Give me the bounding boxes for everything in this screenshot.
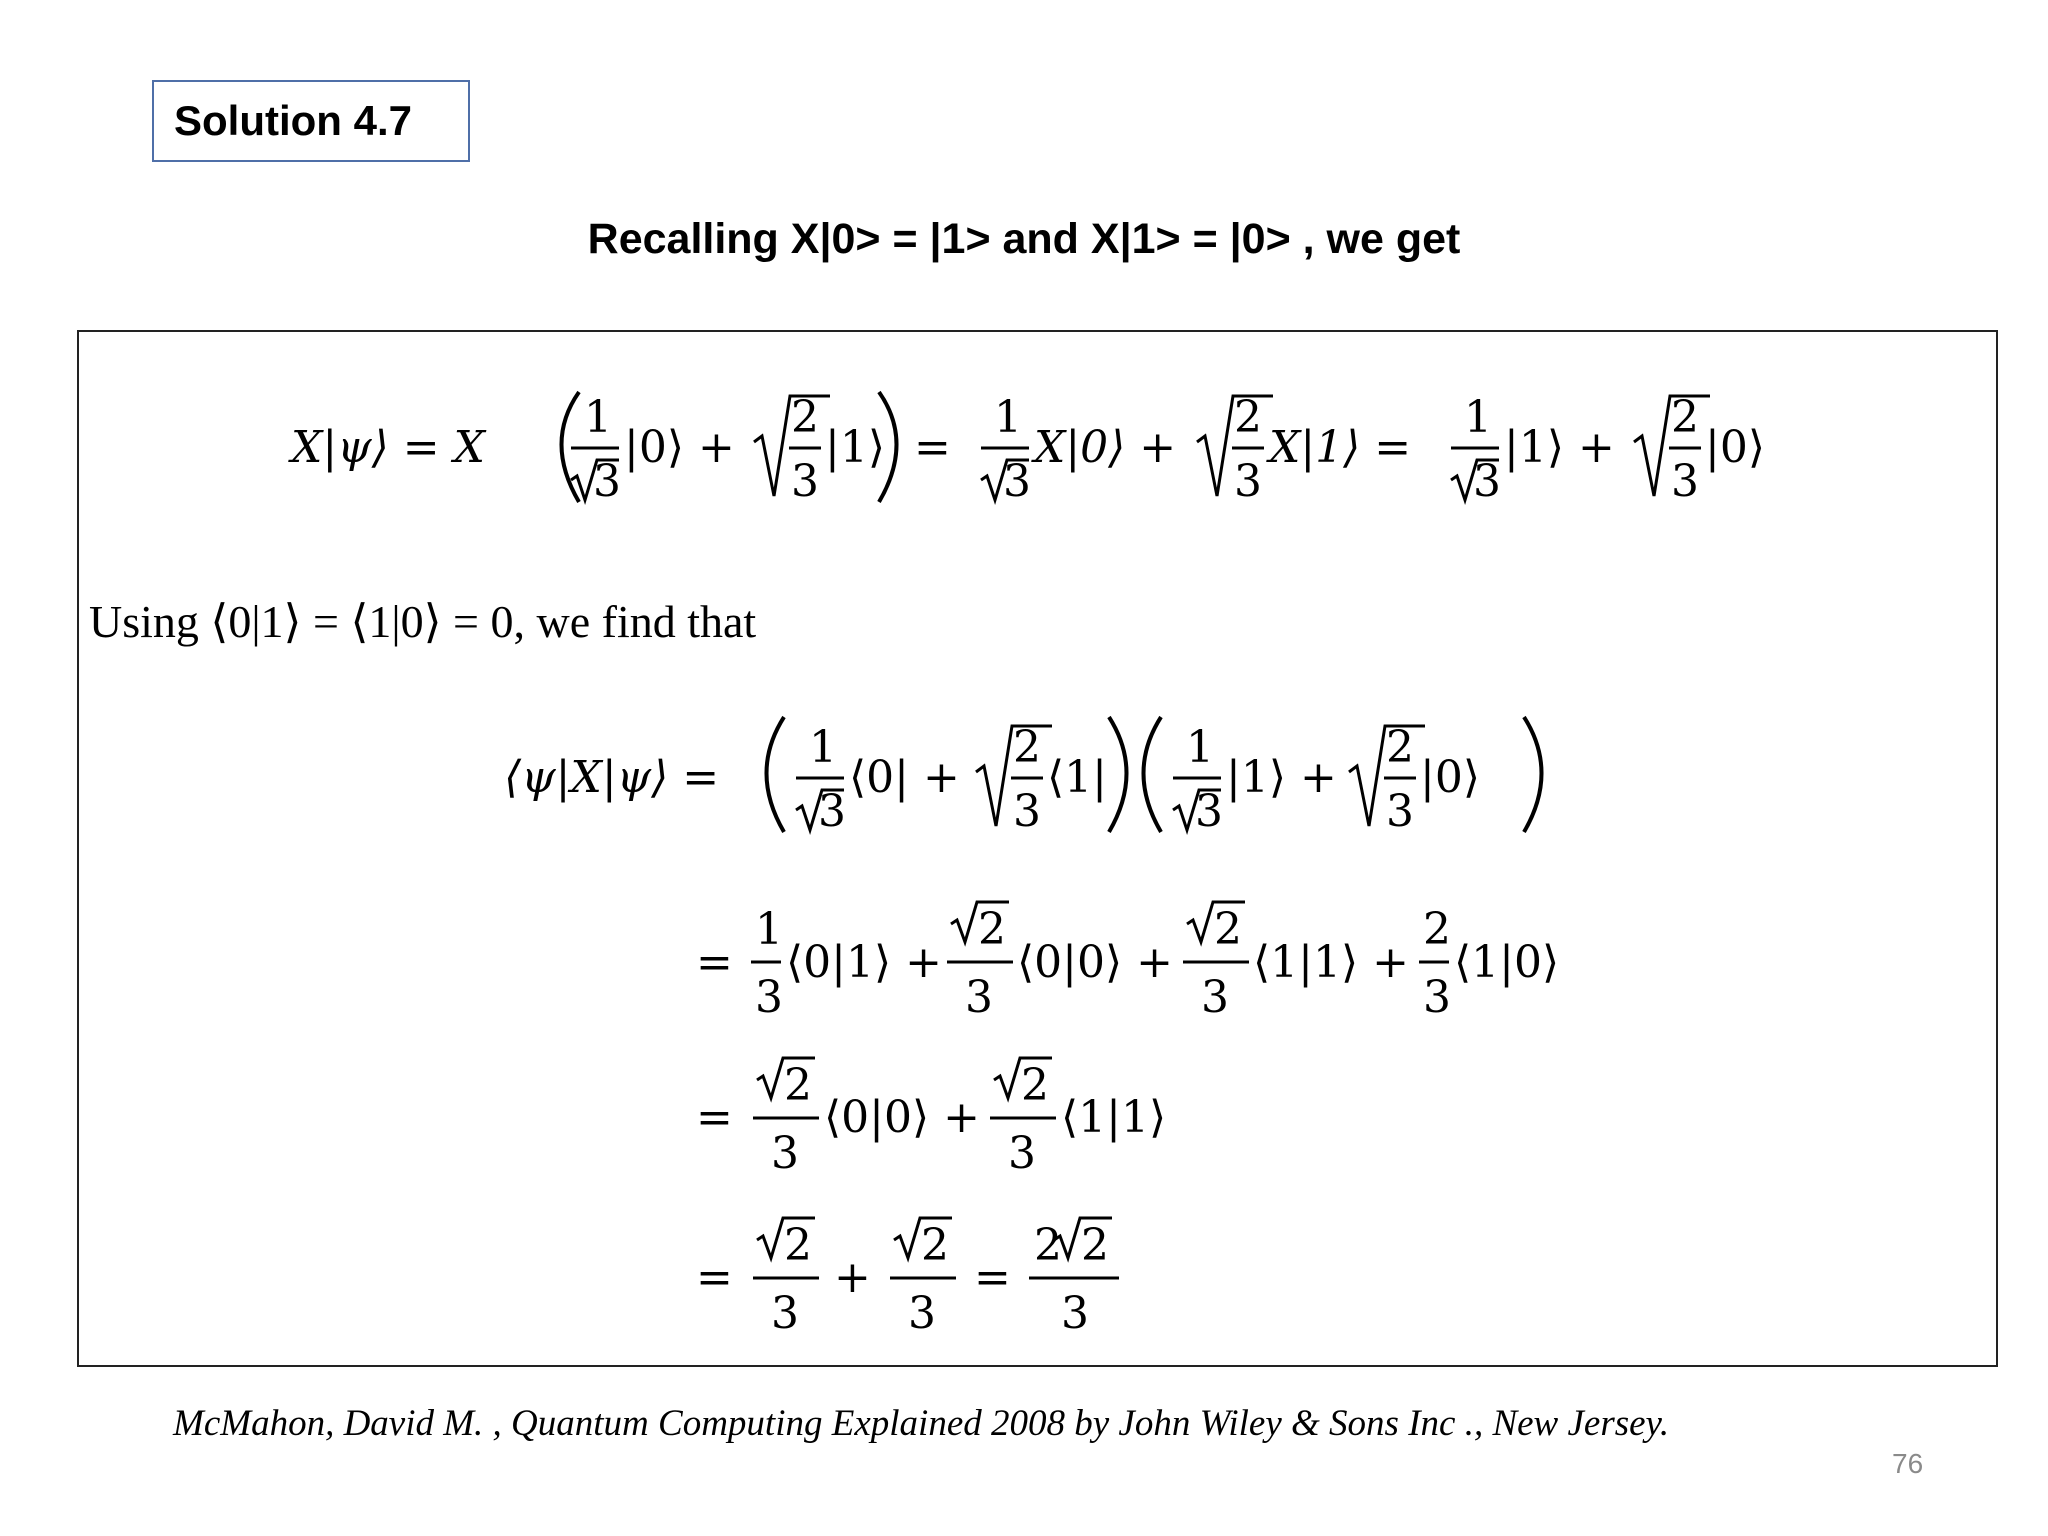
svg-text:3: 3 xyxy=(1003,456,1031,507)
svg-text:3: 3 xyxy=(1195,786,1223,837)
eq4-t2: ⟨1|1⟩ xyxy=(1061,1092,1167,1143)
equation-2 xyxy=(504,717,1542,837)
svg-text:3: 3 xyxy=(965,972,993,1023)
eq1-t5: |1⟩ + xyxy=(1504,422,1615,473)
eq2-t4: |0⟩ xyxy=(1420,752,1480,803)
eq1-frac1-den: 3 xyxy=(593,456,621,507)
svg-text:3: 3 xyxy=(771,1128,799,1179)
svg-text:3: 3 xyxy=(908,1288,936,1339)
eq2-t1: ⟨0| + xyxy=(849,752,960,803)
equations-svg xyxy=(79,332,1996,1365)
svg-text:3: 3 xyxy=(1386,786,1414,837)
svg-text:1: 1 xyxy=(994,392,1022,443)
svg-text:2: 2 xyxy=(1034,1220,1062,1271)
equation-3 xyxy=(696,902,1559,1023)
equation-5 xyxy=(696,1218,1119,1339)
svg-text:=: = xyxy=(696,1092,733,1143)
svg-text:2: 2 xyxy=(1671,392,1699,443)
svg-text:2: 2 xyxy=(784,1060,812,1111)
svg-text:3: 3 xyxy=(755,972,783,1023)
svg-text:3: 3 xyxy=(1061,1288,1089,1339)
svg-text:3: 3 xyxy=(1008,1128,1036,1179)
eq2-t2: ⟨1| xyxy=(1047,752,1107,803)
svg-text:=: = xyxy=(696,937,733,988)
page-number: 76 xyxy=(1892,1448,1924,1479)
svg-text:2: 2 xyxy=(784,1220,812,1271)
svg-text:3: 3 xyxy=(1473,456,1501,507)
eq1-t6: |0⟩ xyxy=(1705,422,1765,473)
svg-text:1: 1 xyxy=(1464,392,1492,443)
eq1-frac2-num: 2 xyxy=(791,392,819,443)
svg-text:1: 1 xyxy=(1186,722,1214,773)
equation-box xyxy=(77,330,1998,1367)
eq1-lhs: X|ψ⟩ = X xyxy=(291,422,485,473)
citation: McMahon, David M. , Quantum Computing Explained 2008 by John Wiley & Sons Inc ., New Jersey. xyxy=(173,1403,1670,1444)
eq1-frac1-num: 1 xyxy=(584,392,612,443)
svg-text:2: 2 xyxy=(1081,1220,1109,1271)
svg-text:2: 2 xyxy=(1214,904,1242,955)
svg-text:2: 2 xyxy=(978,904,1006,955)
eq4-t1: ⟨0|0⟩ + xyxy=(824,1092,980,1143)
eq2-t3: |1⟩ + xyxy=(1226,752,1337,803)
svg-text:3: 3 xyxy=(818,786,846,837)
svg-text:2: 2 xyxy=(1386,722,1414,773)
svg-text:2: 2 xyxy=(1423,904,1451,955)
svg-text:3: 3 xyxy=(1423,972,1451,1023)
eq3-t2: ⟨0|0⟩ + xyxy=(1017,937,1173,988)
svg-text:3: 3 xyxy=(1671,456,1699,507)
eq1-t2: |1⟩ xyxy=(825,422,885,473)
eq3-t4: ⟨1|0⟩ xyxy=(1454,937,1560,988)
eq1-eq-a: = xyxy=(914,422,951,473)
eq2-lhs: ⟨ψ|X|ψ⟩ = xyxy=(504,752,720,803)
svg-text:2: 2 xyxy=(1021,1060,1049,1111)
eq3-t1: ⟨0|1⟩ + xyxy=(786,937,942,988)
svg-text:2: 2 xyxy=(1013,722,1041,773)
svg-text:2: 2 xyxy=(1234,392,1262,443)
eq1-frac2-den: 3 xyxy=(791,456,819,507)
eq1-t3: X|0⟩ + xyxy=(1034,422,1177,473)
svg-text:+: + xyxy=(834,1252,871,1303)
eq1-t4: X|1⟩ = xyxy=(1269,422,1412,473)
eq1-t1: |0⟩ + xyxy=(624,422,735,473)
svg-text:3: 3 xyxy=(1234,456,1262,507)
svg-text:1: 1 xyxy=(809,722,837,773)
svg-text:3: 3 xyxy=(771,1288,799,1339)
equation-1 xyxy=(288,392,1765,507)
svg-text:2: 2 xyxy=(921,1220,949,1271)
solution-title: Solution 4.7 xyxy=(152,80,470,162)
subtitle: Recalling X|0> = |1> and X|1> = |0> , we get xyxy=(587,215,1461,263)
equation-4 xyxy=(696,1058,1166,1179)
svg-text:=: = xyxy=(696,1252,733,1303)
svg-text:3: 3 xyxy=(1013,786,1041,837)
using-line: Using ⟨0|1⟩ = ⟨1|0⟩ = 0, we find that xyxy=(89,596,757,647)
svg-text:1: 1 xyxy=(755,904,783,955)
svg-text:=: = xyxy=(974,1252,1011,1303)
eq3-t3: ⟨1|1⟩ + xyxy=(1253,937,1409,988)
svg-text:3: 3 xyxy=(1201,972,1229,1023)
